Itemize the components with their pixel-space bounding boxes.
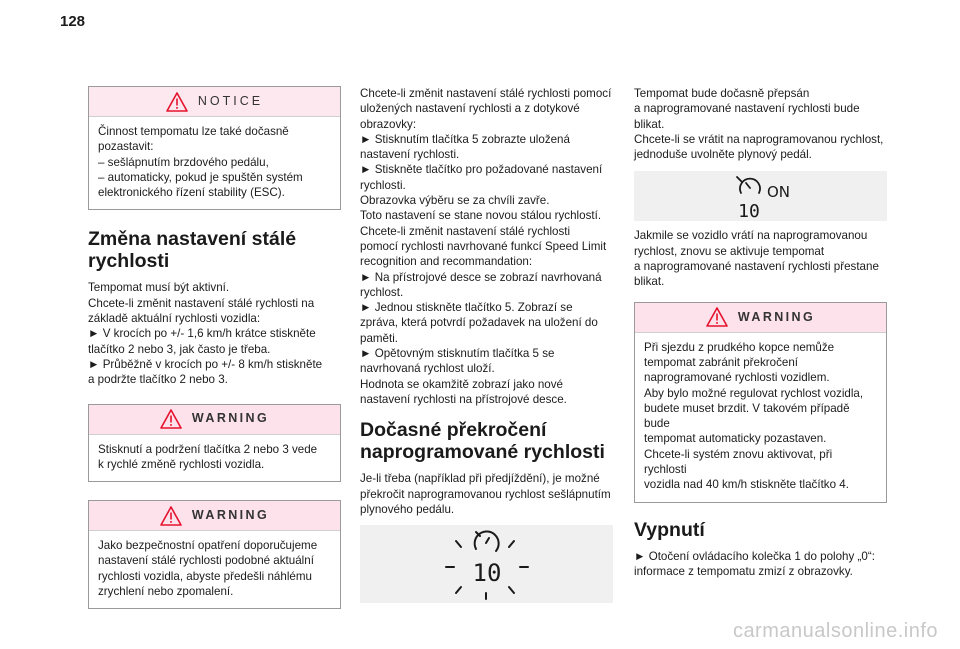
warning-triangle-icon <box>166 92 188 112</box>
text-line: jednoduše uvolněte plynový pedál. <box>634 148 812 162</box>
text-line: nastavení rychlosti na přístrojové desce. <box>360 392 567 406</box>
text-line: Obrazovka výběru se za chvíli zavře. <box>360 194 550 208</box>
warning-triangle-icon <box>160 506 182 526</box>
notice-line: pozastavit: <box>98 140 154 154</box>
notice-line: – sešlápnutím brzdového pedálu, <box>98 155 269 169</box>
text-line: obrazovky: <box>360 117 417 131</box>
text-line: tlačítko 2 nebo 3, jak často je třeba. <box>88 342 271 356</box>
watermark: carmanualsonline.info <box>732 620 938 642</box>
text-line: blikat. <box>634 275 665 289</box>
warning-header <box>89 405 340 435</box>
warning-line: tempomat automaticky pozastaven. <box>644 432 827 446</box>
text-line: Chcete-li změnit nastavení stálé rychlosti <box>360 224 571 238</box>
change-speed-text <box>88 280 341 387</box>
text-line: ► Otočení ovládacího kolečka 1 do polohy „0“: <box>634 549 875 563</box>
warning-line: Při sjezdu z prudkého kopce nemůže <box>644 340 835 354</box>
text-line: uložených nastavení rychlosti a z dotykové <box>360 102 580 116</box>
flashing-speedometer-icon <box>442 527 532 601</box>
text-line: zpráva, která potvrdí požadavek na uložení do <box>360 316 598 330</box>
text-line: ► Na přístrojové desce se zobrazí navrhovaná <box>360 270 602 284</box>
warning-title: WARNING <box>191 508 270 522</box>
text-line: paměti. <box>360 331 399 345</box>
column-2 <box>360 86 613 603</box>
text-line: překročit naprogramovanou rychlost sešlápnutím <box>360 487 611 501</box>
notice-title: NOTICE <box>197 93 264 108</box>
resume-text <box>634 228 887 289</box>
flashing-speed-illustration <box>360 525 613 603</box>
text-line: Je-li třeba (například při předjíždění), je možné <box>360 472 600 486</box>
notice-body <box>89 117 340 209</box>
section-heading-change-speed <box>88 228 341 272</box>
text-line: ► Jednou stiskněte tlačítko 5. Zobrazí se <box>360 301 573 315</box>
text-line: a naprogramované nastavení rychlosti bude <box>634 102 860 116</box>
text-line: Chcete-li změnit nastavení stálé rychlosti na <box>88 296 315 310</box>
text-line: Chcete-li se vrátit na naprogramovanou rychlost, <box>634 132 884 146</box>
text-line: a naprogramované nastavení rychlosti přestane <box>634 260 879 274</box>
warning-line: vozidla nad 40 km/h stiskněte tlačítko 4. <box>644 478 849 492</box>
text-line: ► Opětovným stisknutím tlačítka 5 se <box>360 347 555 361</box>
page-number: 128 <box>60 13 86 30</box>
section-heading-switch-off: Vypnutí <box>634 518 705 541</box>
column-1 <box>88 86 341 627</box>
warning-header <box>635 303 886 333</box>
text-line: plynového pedálu. <box>360 502 455 516</box>
warning-line: zrychlení nebo zpomalení. <box>98 585 234 599</box>
text-line: informace z tempomatu zmizí z obrazovky. <box>634 564 853 578</box>
text-line: blikat. <box>634 117 665 131</box>
warning-line: k rychlé změně rychlosti vozidla. <box>98 457 265 471</box>
heading-line: naprogramované rychlosti <box>360 441 605 464</box>
text-line: rychlost. <box>360 285 404 299</box>
text-line: Tempomat bude dočasně přepsán <box>634 87 810 100</box>
text-line: Toto nastavení se stane novou stálou rychlostí. <box>360 209 602 223</box>
heading-line: rychlosti <box>88 250 170 273</box>
override-continued-text <box>634 86 887 162</box>
cruise-on-illustration <box>634 171 887 221</box>
warning-line: budete muset brzdit. V takovém případě bude <box>644 401 850 431</box>
text-line: ► Stiskněte tlačítko pro požadované nastavení <box>360 163 603 177</box>
notice-line: Činnost tempomatu lze také dočasně <box>98 125 289 138</box>
warning-title: WARNING <box>191 411 270 426</box>
heading-line: Dočasné překročení <box>360 419 547 442</box>
warning-header <box>89 501 340 531</box>
text-line: ► V krocích po +/- 1,6 km/h krátce stiskněte <box>88 327 316 341</box>
warning-line: nastavení stálé rychlosti podobné aktuální <box>98 554 314 568</box>
warning-box <box>634 302 887 503</box>
text-line: rychlost, znovu se aktivuje tempomat <box>634 244 825 258</box>
heading-line: Změna nastavení stálé <box>88 228 297 251</box>
text-line: rychlosti. <box>360 178 406 192</box>
warning-line: tempomat zabránit překročení <box>644 355 799 369</box>
notice-box <box>88 86 341 210</box>
warning-body <box>635 333 886 502</box>
switch-off-text <box>634 549 887 580</box>
notice-header <box>89 87 340 117</box>
text-line: ► Průběžně v krocích po +/- 8 km/h stiskněte <box>88 357 323 371</box>
cruise-on-speedometer-icon <box>721 173 801 219</box>
warning-line: Chcete-li systém znovu aktivovat, při rychlosti <box>644 447 833 477</box>
warning-body <box>89 435 340 482</box>
text-line: a podržte tlačítko 2 nebo 3. <box>88 373 228 387</box>
warning-line: Jako bezpečnostní opatření doporučujeme <box>98 539 318 553</box>
cruise-on-label: ON <box>766 183 790 202</box>
text-line: Jakmile se vozidlo vrátí na naprogramovanou <box>634 229 868 243</box>
text-line: nastavení rychlosti. <box>360 148 460 162</box>
flashing-speed-value: 10 <box>472 559 501 588</box>
warning-box <box>88 404 341 483</box>
section-heading-temporary-override <box>360 419 613 463</box>
warning-line: Stisknutí a podržení tlačítka 2 nebo 3 vede <box>98 442 318 456</box>
text-line: navrhovaná rychlost uloží. <box>360 362 495 376</box>
warning-box <box>88 500 341 609</box>
text-line: pomocí rychlosti navrhované funkcí Speed Limit <box>360 239 607 253</box>
warning-title: WARNING <box>737 309 816 324</box>
override-text <box>360 471 613 517</box>
warning-line: naprogramované rychlosti vozidlem. <box>644 371 830 385</box>
text-line: Hodnota se okamžitě zobrazí jako nové <box>360 377 564 391</box>
text-line: základě aktuální rychlosti vozidla: <box>88 312 261 326</box>
text-line: Tempomat musí být aktivní. <box>88 281 230 295</box>
warning-line: Aby bylo možné regulovat rychlost vozidla, <box>644 386 864 400</box>
text-line: recognition and recommandation: <box>360 255 533 269</box>
memory-speed-text <box>360 86 613 407</box>
warning-body <box>89 531 340 608</box>
notice-line: elektronického řízení stability (ESC). <box>98 186 285 200</box>
warning-triangle-icon <box>160 409 182 429</box>
cruise-speed-value: 10 <box>737 201 760 220</box>
text-line: ► Stisknutím tlačítka 5 zobrazte uložená <box>360 132 570 146</box>
column-3 <box>634 86 887 579</box>
text-line: Chcete-li změnit nastavení stálé rychlosti pomocí <box>360 87 612 100</box>
warning-line: rychlosti vozidla, abyste předešli náhlému <box>98 569 312 583</box>
warning-triangle-icon <box>706 307 728 327</box>
notice-line: – automaticky, pokud je spuštěn systém <box>98 170 303 184</box>
